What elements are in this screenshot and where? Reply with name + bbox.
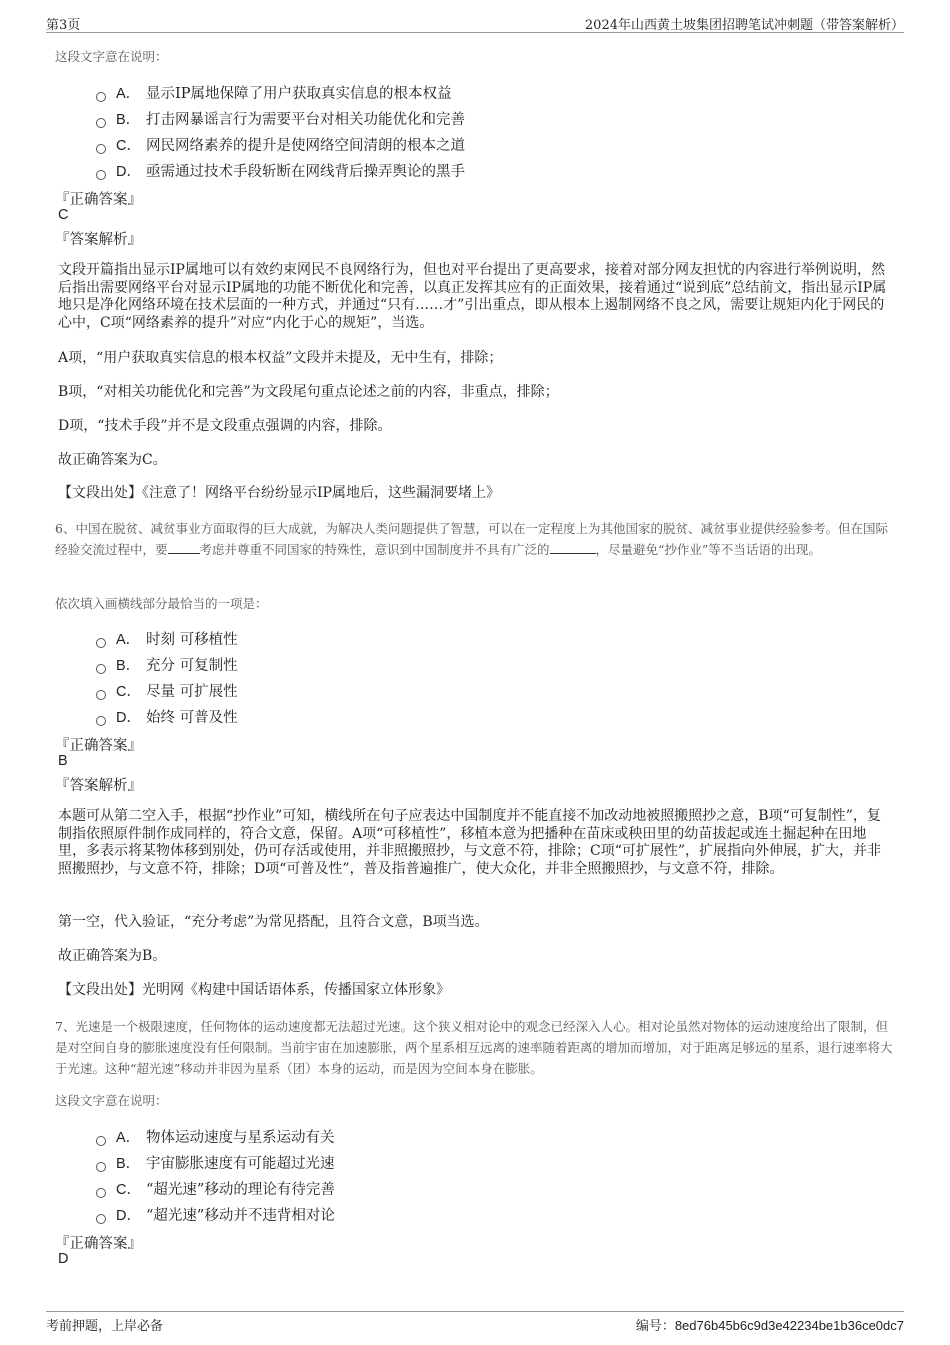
q5-prompt: 这段文字意在说明：: [55, 49, 168, 64]
q5-answer-label: 『正确答案』: [55, 192, 142, 208]
q7-answer: D: [58, 1251, 69, 1267]
q6-option-a[interactable]: A． 时刻 可移植性: [96, 628, 238, 648]
q5-option-b[interactable]: B． 打击网暴谣言行为需要平台对相关功能优化和完善: [96, 108, 465, 128]
radio-icon[interactable]: [96, 118, 106, 128]
page-footer: [46, 1311, 904, 1335]
q7-option-b[interactable]: B． 宇宙膨胀速度有可能超过光速: [96, 1152, 335, 1172]
q5-conclusion: 故正确答案为C。: [58, 452, 167, 468]
blank-line: [168, 540, 200, 554]
radio-icon[interactable]: [96, 638, 106, 648]
radio-icon[interactable]: [96, 664, 106, 674]
page-number: 第3页: [46, 18, 81, 33]
radio-icon[interactable]: [96, 144, 106, 154]
q6-conclusion: 故正确答案为B。: [58, 948, 167, 964]
q5-option-a[interactable]: A． 显示IP属地保障了用户获取真实信息的根本权益: [96, 82, 451, 102]
q6-stem: 6、中国在脱贫、减贫事业方面取得的巨大成就，为解决人类问题提供了智慧，可以在一定程度上为其他国家的脱贫、减贫事业提供经验参考。但在国际经验交流过程中，要 考虑并尊重不同国家的特殊性，意识到中国制度并不具有广泛的 ，尽量避免“抄作业”等不当话语的出现。: [55, 521, 888, 557]
q7-option-c[interactable]: C． “超光速”移动的理论有待完善: [96, 1178, 335, 1198]
radio-icon[interactable]: [96, 1214, 106, 1224]
q7-option-d[interactable]: D． “超光速”移动并不违背相对论: [96, 1204, 335, 1224]
q6-prompt: 依次填入画横线部分最恰当的一项是：: [55, 596, 268, 611]
q7-stem: 7、光速是一个极限速度，任何物体的运动速度都无法超过光速。这个狭义相对论中的观念已经深入人心。相对论虽然对物体的运动速度给出了限制，但是对空间自身的膨胀速度没有任何限制。当前宇宙在加速膨胀，两个星系相互远离的速率随着距离的增加而增加，对于距离足够远的星系，退行速率将大于光速。这种“超光速”移动并非因为星系（团）本身的运动，而是因为空间本身在膨胀。: [55, 1019, 893, 1076]
document-code: 编号：8ed76b45b6c9d3e42234be1b36ce0dc7: [635, 1318, 904, 1334]
q6-option-b[interactable]: B． 充分 可复制性: [96, 654, 238, 674]
radio-icon[interactable]: [96, 170, 106, 180]
q7-answer-label: 『正确答案』: [55, 1236, 142, 1252]
q6-option-c[interactable]: C． 尽量 可扩展性: [96, 680, 238, 700]
radio-icon[interactable]: [96, 716, 106, 726]
q5-analysis-text: 文段开篇指出显示IP属地可以有效约束网民不良网络行为，但也对平台提出了更高要求，接着对部分网友担忧的内容进行举例说明，然后指出需要网络平台对显示IP属地的功能不断优化和完善，以真正发挥其应有的正面效果，接着通过“说到底”总结前文，指出显示IP属地只是净化网络环境在技术层面的一种方式，并通过“只有……才”引出重点，即从根本上遏制网络不良之风，需要让规矩内化于网民的心中，C项“网络素养的提升”对应“内化于心的规矩”，当选。: [58, 262, 887, 331]
page-header: [46, 12, 904, 33]
footer-slogan: 考前押题，上岸必备: [46, 1319, 164, 1334]
q6-analysis-first-blank: 第一空，代入验证，“充分考虑”为常见搭配，且符合文意，B项当选。: [58, 914, 489, 930]
q6-source: 【文段出处】光明网《构建中国话语体系，传播国家立体形象》: [58, 982, 450, 998]
radio-icon[interactable]: [96, 92, 106, 102]
blank-line: [550, 540, 596, 554]
q6-option-d[interactable]: D． 始终 可普及性: [96, 706, 238, 726]
q6-answer: B: [58, 753, 68, 769]
q6-analysis-text: 本题可从第二空入手，根据“抄作业”可知，横线所在句子应表达中国制度并不能直接不加改动地被照搬照抄之意，B项“可复制性”，复制指依照原件制作成同样的，符合文意，保留。A项“可移植性”，移植本意为把播种在苗床或秧田里的幼苗拔起或连土掘起种在田地里，多表示将某物体移到别处，仍可存活或使用，并非照搬照抄，与文意不符，排除；C项“可扩展性”，扩展指向外伸展，扩大，并非照搬照抄，与文意不符，排除；D项“可普及性”，普及指普遍推广，使大众化，并非全照搬照抄，与文意不符，排除。: [58, 808, 882, 877]
q7-option-a[interactable]: A． 物体运动速度与星系运动有关: [96, 1126, 335, 1146]
q5-option-d[interactable]: D． 亟需通过技术手段斩断在网线背后操弄舆论的黑手: [96, 160, 465, 180]
radio-icon[interactable]: [96, 1162, 106, 1172]
q7-prompt: 这段文字意在说明：: [55, 1093, 168, 1108]
q5-analysis-a: A项，“用户获取真实信息的根本权益”文段并未提及，无中生有，排除；: [58, 350, 503, 366]
q5-analysis-d: D项，“技术手段”并不是文段重点强调的内容，排除。: [58, 418, 392, 434]
q6-analysis-label: 『答案解析』: [55, 778, 142, 794]
q5-analysis-label: 『答案解析』: [55, 232, 142, 248]
q5-answer: C: [58, 207, 69, 223]
q6-answer-label: 『正确答案』: [55, 738, 142, 754]
radio-icon[interactable]: [96, 690, 106, 700]
radio-icon[interactable]: [96, 1136, 106, 1146]
q5-option-c[interactable]: C． 网民网络素养的提升是使网络空间清朗的根本之道: [96, 134, 465, 154]
radio-icon[interactable]: [96, 1188, 106, 1198]
document-title: 2024年山西黄土坡集团招聘笔试冲刺题（带答案解析）: [584, 18, 904, 33]
q5-source: 【文段出处】《注意了！网络平台纷纷显示IP属地后，这些漏洞要堵上》: [58, 485, 500, 501]
q5-analysis-b: B项，“对相关功能优化和完善”为文段尾句重点论述之前的内容，非重点，排除；: [58, 384, 559, 400]
